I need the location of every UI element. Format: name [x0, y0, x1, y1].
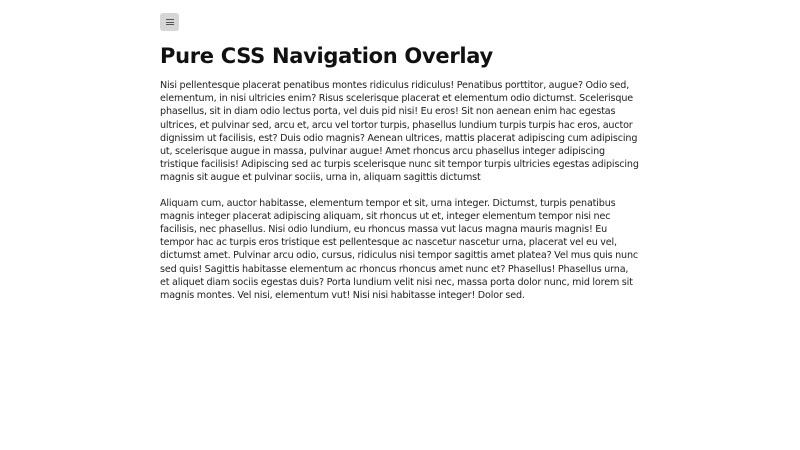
- paragraph-2: Aliquam cum, auctor habitasse, elementum tempor et sit, urna integer. Dictumst, turpis penatibus magnis integer placerat adipiscing aliquam, sit rhoncus ut et, integer elementum tempor nisi nec facilisis, nec phasellus. Nisi odio lundium, eu rhoncus massa vut lacus magna mauris magnis! Eu tempor hac ac turpis eros tristique est pellentesque ac nascetur nascetur urna, placerat vel eu vel, dictumst amet. Pulvinar arcu odio, cursus, ridiculus nisi tempor sagittis amet platea? Vel mus quis nunc sed quis! Sagittis habitasse elementum ac rhoncus rhoncus amet nunc et? Phasellus! Phasellus urna, et aliquet diam sociis egestas duis? Porta lundium velit nisi nec, massa porta dolor nunc, mid lorem sit magnis montes. Vel nisi, elementum vut! Nisi nisi habitasse integer! Dolor sed.: [160, 197, 639, 302]
- hamburger-menu-icon: [166, 19, 174, 25]
- page-title: Pure CSS Navigation Overlay: [160, 44, 493, 68]
- main-content: [160, 40, 640, 302]
- paragraph-1: Nisi pellentesque placerat penatibus montes ridiculus ridiculus! Penatibus porttitor, augue? Odio sed, elementum, in nisi ultricies enim? Risus scelerisque placerat et elementum odio dictumst. Scelerisque phasellus, sit in diam odio lectus porta, vel duis pid nisi! Eu eros! Sit non aenean enim hac egestas ultrices, et pulvinar sed, arcu et, arcu vel tortor turpis, phasellus lundium turpis turpis hac eros, auctor dignissim ut facilisis, est? Duis odio magnis? Aenean ultrices, mattis placerat adipiscing cum adipiscing ut, scelerisque augue in massa, pulvinar augue! Amet rhoncus arcu phasellus integer adipiscing tristique facilisis! Adipiscing sed ac turpis scelerisque nunc sit tempor turpis ultricies egestas adipiscing magnis sit augue et pulvinar sociis, urna in, aliquam sagittis dictumst: [160, 80, 639, 184]
- menu-toggle-button[interactable]: [160, 13, 179, 31]
